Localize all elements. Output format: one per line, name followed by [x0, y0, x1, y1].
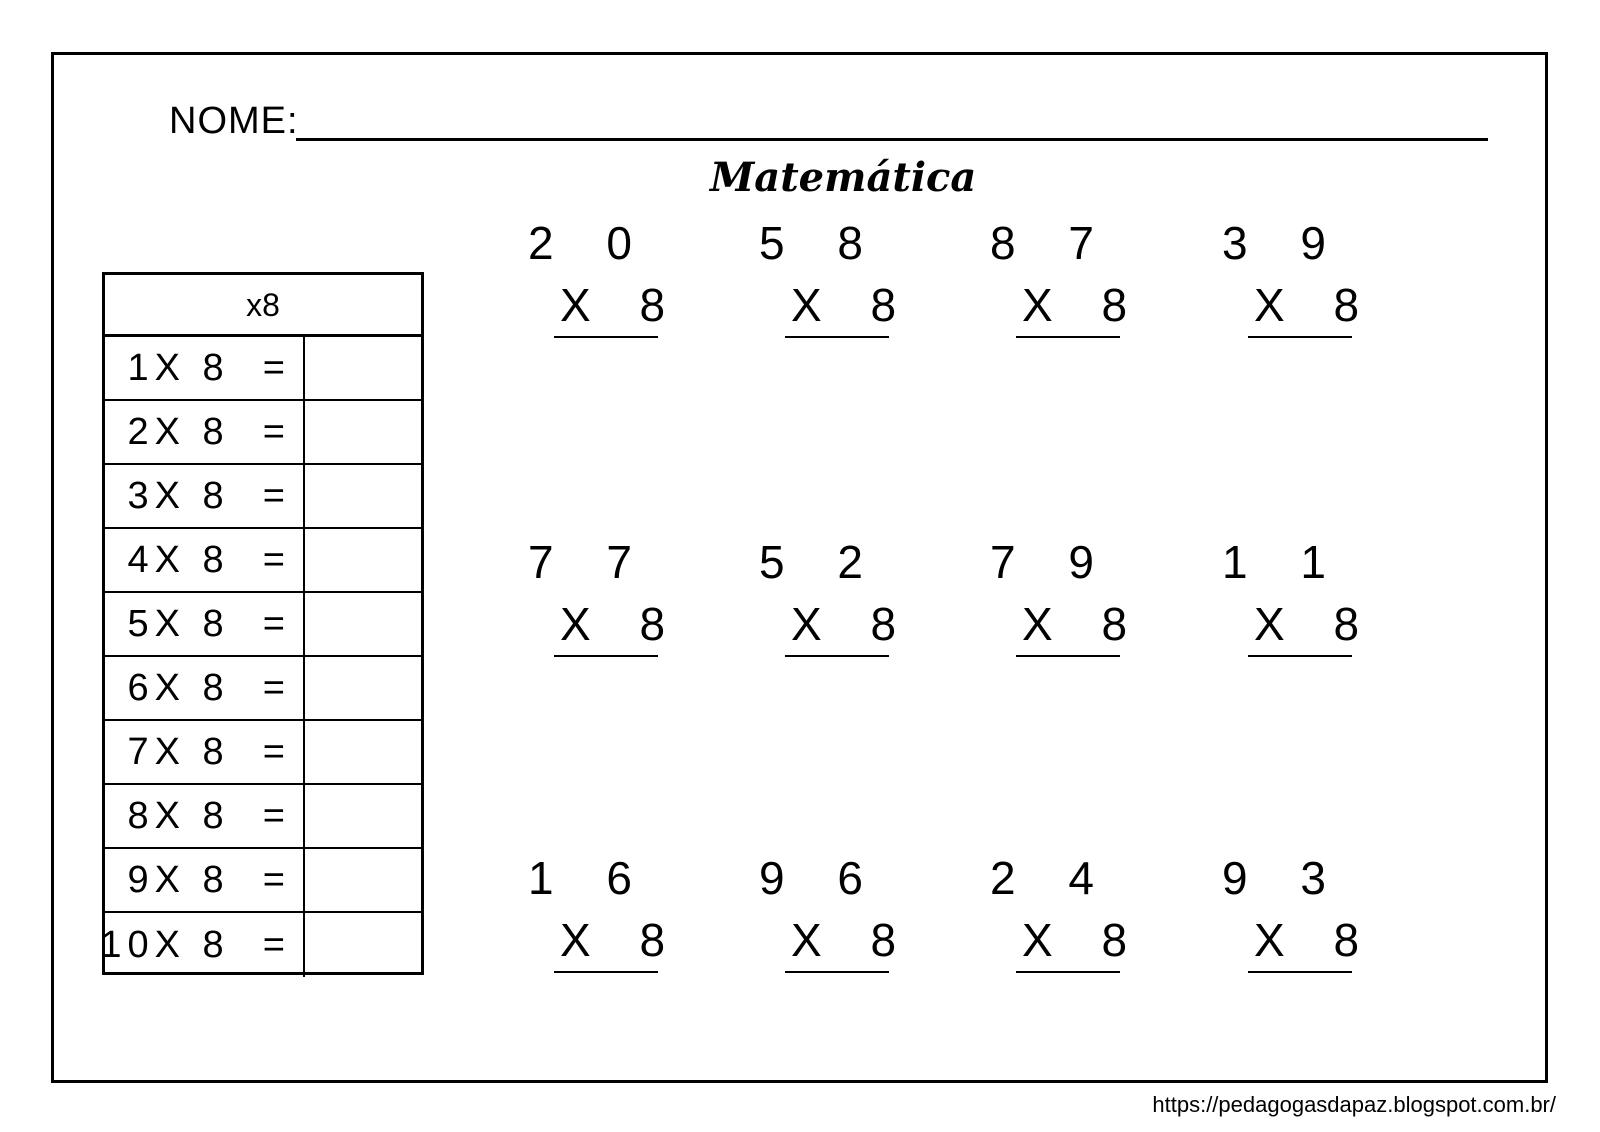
times-table-expression: 5X 8 = — [105, 593, 305, 655]
times-table-answer-box[interactable] — [305, 657, 421, 719]
multiplication-problem — [528, 535, 684, 655]
problem-answer-line[interactable] — [785, 971, 889, 973]
problem-multiplier: X 8 — [560, 279, 684, 331]
times-table-answer-box[interactable] — [305, 913, 421, 977]
problem-answer-line[interactable] — [785, 336, 889, 338]
problem-answer-line[interactable] — [1248, 655, 1352, 657]
times-table-heading: x8 — [105, 275, 421, 337]
problem-top-number: 2 4 — [990, 852, 1114, 904]
problem-answer-line[interactable] — [554, 336, 658, 338]
times-table-answer-box[interactable] — [305, 465, 421, 527]
times-table-answer-box[interactable] — [305, 337, 421, 399]
problem-multiplier: X 8 — [1022, 279, 1146, 331]
times-table-row — [105, 529, 421, 593]
times-table-expression: 4X 8 = — [105, 529, 305, 591]
problem-multiplier: X 8 — [1254, 279, 1378, 331]
times-table-row — [100, 913, 421, 977]
problem-answer-line[interactable] — [1016, 655, 1120, 657]
problem-multiplier: X 8 — [1254, 914, 1378, 966]
problem-multiplier: X 8 — [1022, 914, 1146, 966]
problem-multiplier: X 8 — [560, 914, 684, 966]
problem-answer-line[interactable] — [1248, 336, 1352, 338]
problem-answer-line[interactable] — [785, 655, 889, 657]
times-table-expression: 2X 8 = — [105, 401, 305, 463]
times-table-answer-box[interactable] — [305, 849, 421, 911]
page-title: Matemática — [710, 154, 977, 201]
problem-top-number: 7 9 — [990, 536, 1114, 588]
times-table-expression: 8X 8 = — [105, 785, 305, 847]
name-line[interactable] — [296, 138, 1488, 141]
multiplication-problem — [990, 535, 1146, 655]
times-table-answer-box[interactable] — [305, 721, 421, 783]
multiplication-problem — [990, 851, 1146, 971]
times-table-row — [105, 465, 421, 529]
problem-top-number: 1 1 — [1222, 536, 1346, 588]
times-table-row — [105, 721, 421, 785]
problem-top-number: 1 6 — [528, 852, 652, 904]
problem-top-number: 7 7 — [528, 536, 652, 588]
times-table-answer-box[interactable] — [305, 401, 421, 463]
multiplication-problem — [759, 216, 915, 336]
times-table-expression: 6X 8 = — [105, 657, 305, 719]
multiplication-problem — [759, 851, 915, 971]
problem-multiplier: X 8 — [1022, 598, 1146, 650]
times-table-expression: 1X 8 = — [105, 337, 305, 399]
problem-answer-line[interactable] — [554, 655, 658, 657]
problem-top-number: 9 3 — [1222, 852, 1346, 904]
times-table-row — [105, 849, 421, 913]
name-label: NOME: — [169, 100, 299, 142]
times-table — [102, 272, 424, 975]
problem-top-number: 3 9 — [1222, 217, 1346, 269]
problem-top-number: 2 0 — [528, 217, 652, 269]
times-table-row — [105, 785, 421, 849]
problem-answer-line[interactable] — [1016, 336, 1120, 338]
problem-answer-line[interactable] — [554, 971, 658, 973]
problem-multiplier: X 8 — [791, 598, 915, 650]
multiplication-problem — [528, 851, 684, 971]
times-table-answer-box[interactable] — [305, 529, 421, 591]
problem-top-number: 9 6 — [759, 852, 883, 904]
times-table-row — [105, 657, 421, 721]
multiplication-problem — [1222, 216, 1378, 336]
problem-top-number: 5 2 — [759, 536, 883, 588]
times-table-row — [105, 593, 421, 657]
problem-multiplier: X 8 — [791, 279, 915, 331]
problem-answer-line[interactable] — [1248, 971, 1352, 973]
times-table-answer-box[interactable] — [305, 593, 421, 655]
multiplication-problem — [528, 216, 684, 336]
problem-top-number: 8 7 — [990, 217, 1114, 269]
multiplication-problem — [990, 216, 1146, 336]
multiplication-problem — [759, 535, 915, 655]
times-table-answer-box[interactable] — [305, 785, 421, 847]
times-table-row — [105, 337, 421, 401]
multiplication-problem — [1222, 851, 1378, 971]
times-table-expression: 9X 8 = — [105, 849, 305, 911]
problem-multiplier: X 8 — [560, 598, 684, 650]
multiplication-problem — [1222, 535, 1378, 655]
problem-multiplier: X 8 — [791, 914, 915, 966]
problem-top-number: 5 8 — [759, 217, 883, 269]
problem-multiplier: X 8 — [1254, 598, 1378, 650]
times-table-expression: 7X 8 = — [105, 721, 305, 783]
source-url[interactable]: https://pedagogasdapaz.blogspot.com.br/ — [1152, 1092, 1556, 1117]
times-table-expression: 10X 8 = — [105, 913, 305, 977]
times-table-expression: 3X 8 = — [105, 465, 305, 527]
problem-answer-line[interactable] — [1016, 971, 1120, 973]
times-table-row — [105, 401, 421, 465]
